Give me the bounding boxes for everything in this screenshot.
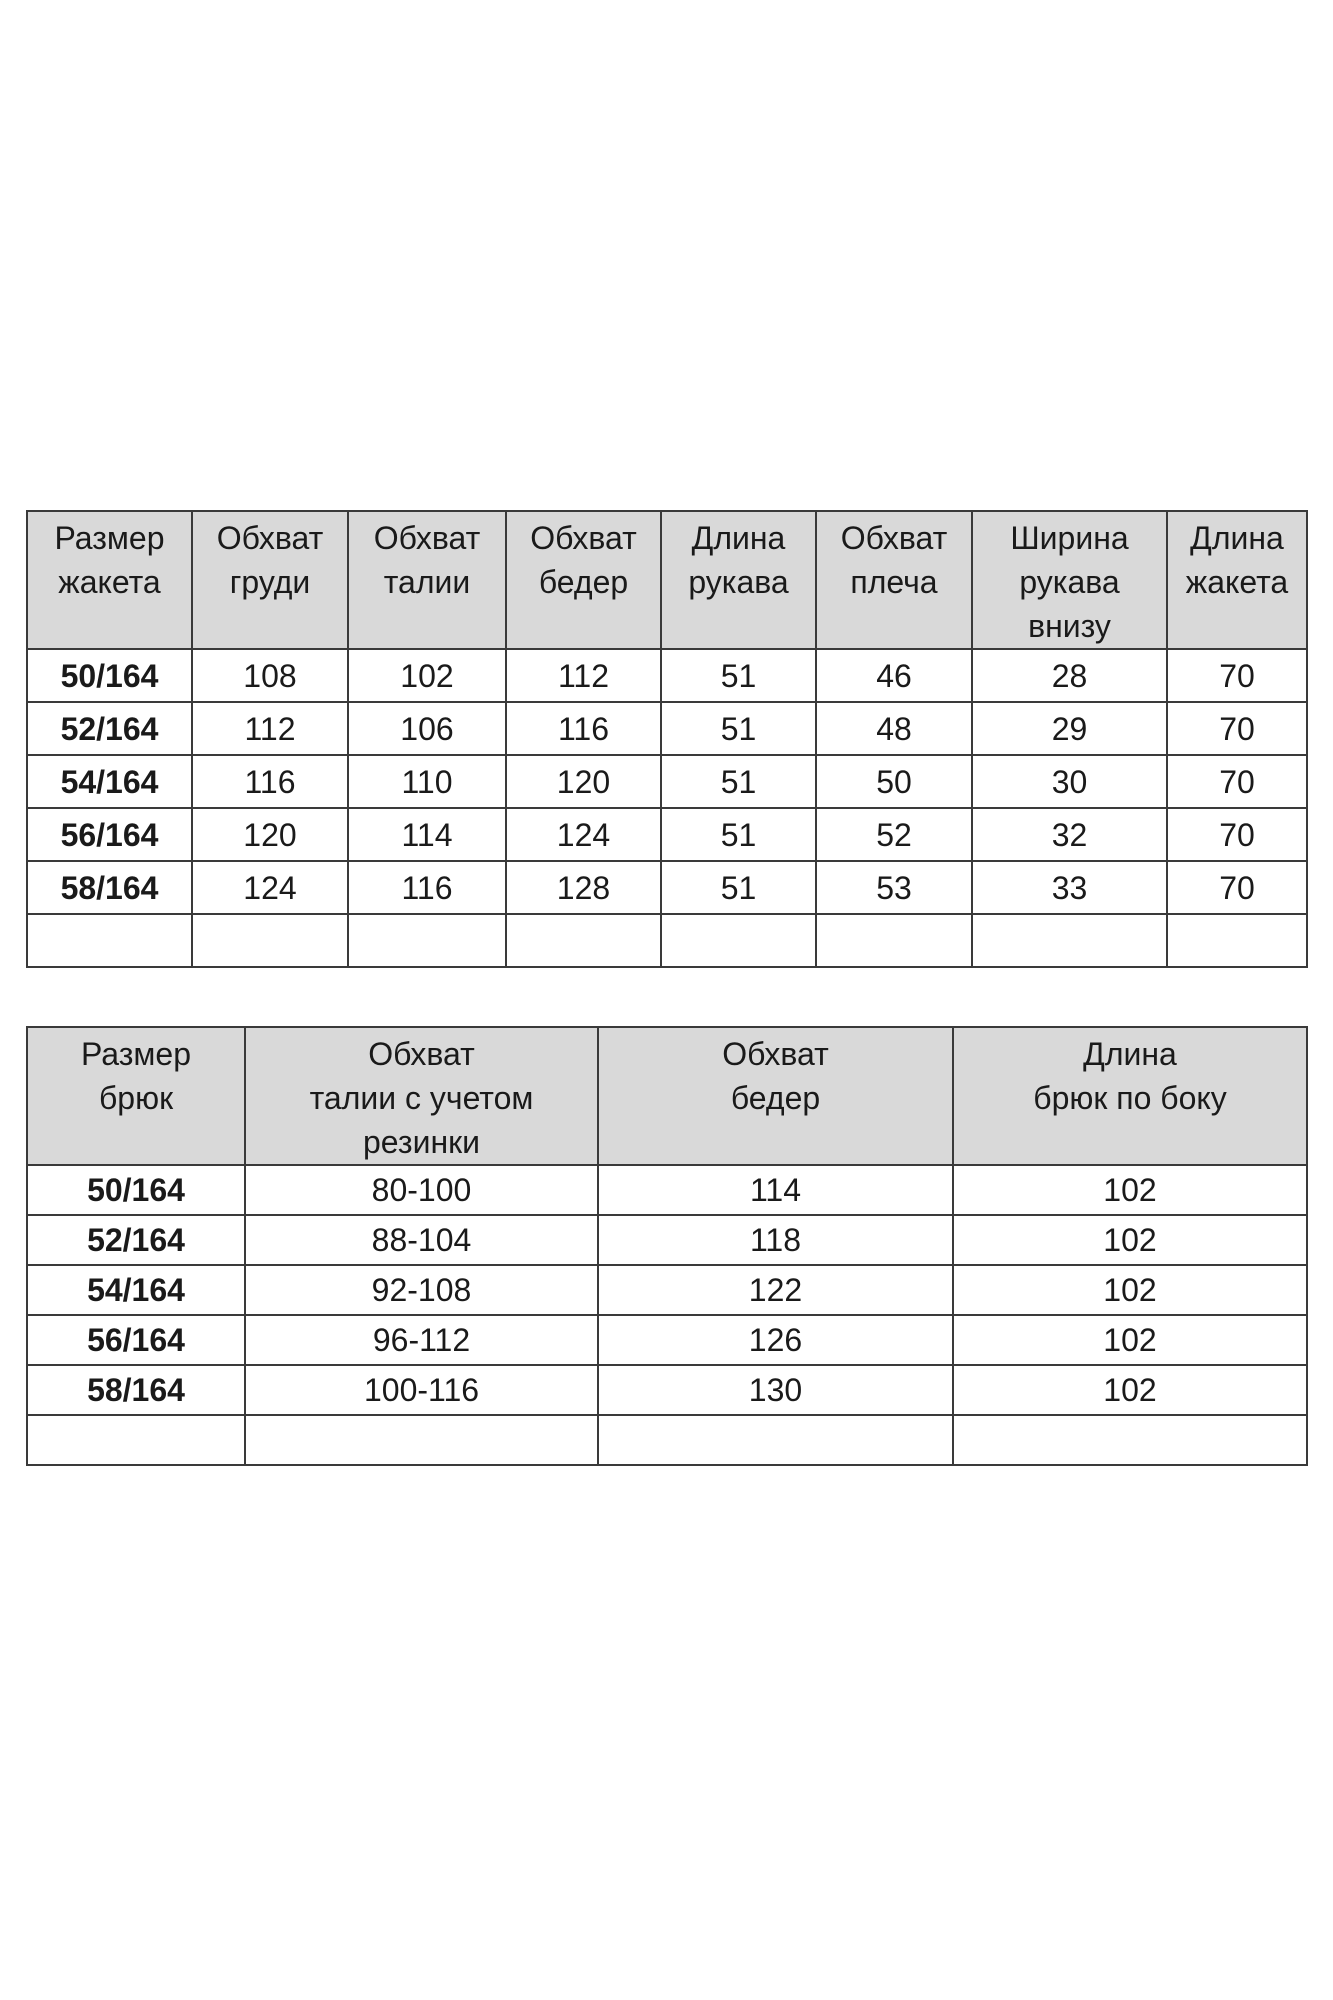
jacket-value-cell: 70 xyxy=(1167,755,1307,808)
jacket-table-row xyxy=(27,914,1307,967)
pants-table-row xyxy=(27,1415,1307,1465)
jacket-value-cell: 29 xyxy=(972,702,1167,755)
jacket-value-cell: 32 xyxy=(972,808,1167,861)
pants-value-cell: 102 xyxy=(953,1165,1307,1215)
jacket-value-cell: 108 xyxy=(192,649,348,702)
jacket-value-cell: 124 xyxy=(506,808,661,861)
jacket-value-cell xyxy=(192,914,348,967)
jacket-table-row xyxy=(27,808,1307,861)
jacket-value-cell: 30 xyxy=(972,755,1167,808)
pants-value-cell: 114 xyxy=(598,1165,953,1215)
jacket-value-cell: 120 xyxy=(506,755,661,808)
jacket-header-cell xyxy=(661,511,816,649)
pants-value-cell: 126 xyxy=(598,1315,953,1365)
jacket-value-cell: 114 xyxy=(348,808,506,861)
pants-value-cell: 80-100 xyxy=(245,1165,598,1215)
pants-table-row xyxy=(27,1215,1307,1265)
pants-value-cell: 96-112 xyxy=(245,1315,598,1365)
pants-value-cell: 88-104 xyxy=(245,1215,598,1265)
jacket-table-body xyxy=(27,649,1307,967)
pants-value-cell: 102 xyxy=(953,1265,1307,1315)
pants-value-cell: 122 xyxy=(598,1265,953,1315)
jacket-value-cell: 51 xyxy=(661,861,816,914)
pants-value-cell: 102 xyxy=(953,1215,1307,1265)
jacket-size-cell: 54/164 xyxy=(27,755,192,808)
jacket-header-cell xyxy=(348,511,506,649)
jacket-value-cell: 70 xyxy=(1167,702,1307,755)
jacket-header-text: плеча xyxy=(850,564,938,600)
jacket-header-cell xyxy=(27,511,192,649)
jacket-table-header xyxy=(27,511,1307,649)
pants-table-row xyxy=(27,1265,1307,1315)
jacket-header-text: бедер xyxy=(538,564,629,600)
pants-size-cell: 56/164 xyxy=(27,1315,245,1365)
jacket-header-text: жакета xyxy=(58,564,161,600)
pants-header-row xyxy=(27,1027,1307,1165)
jacket-value-cell: 124 xyxy=(192,861,348,914)
pants-value-cell: 100-116 xyxy=(245,1365,598,1415)
jacket-value-cell: 51 xyxy=(661,808,816,861)
jacket-value-cell: 116 xyxy=(192,755,348,808)
pants-size-cell xyxy=(27,1415,245,1465)
jacket-value-cell: 52 xyxy=(816,808,972,861)
jacket-table-row xyxy=(27,861,1307,914)
jacket-value-cell: 70 xyxy=(1167,861,1307,914)
jacket-header-cell xyxy=(816,511,972,649)
pants-header-text: брюк xyxy=(98,1080,174,1116)
jacket-value-cell: 33 xyxy=(972,861,1167,914)
jacket-header-text: жакета xyxy=(1185,564,1289,600)
jacket-value-cell: 110 xyxy=(348,755,506,808)
pants-header-text: талии с учетом xyxy=(309,1080,534,1116)
pants-table-row xyxy=(27,1365,1307,1415)
jacket-value-cell: 50 xyxy=(816,755,972,808)
pants-table-row xyxy=(27,1165,1307,1215)
pants-size-cell: 58/164 xyxy=(27,1365,245,1415)
jacket-value-cell: 46 xyxy=(816,649,972,702)
pants-value-cell: 102 xyxy=(953,1315,1307,1365)
jacket-value-cell: 128 xyxy=(506,861,661,914)
pants-header-text: Обхват xyxy=(722,1036,829,1072)
jacket-header-text: Обхват xyxy=(373,520,481,556)
jacket-header-cell xyxy=(972,511,1167,649)
pants-table-header xyxy=(27,1027,1307,1165)
jacket-value-cell: 28 xyxy=(972,649,1167,702)
pants-value-cell xyxy=(953,1415,1307,1465)
jacket-value-cell xyxy=(506,914,661,967)
jacket-header-text: груди xyxy=(229,564,311,600)
pants-size-table xyxy=(26,1026,1308,1466)
jacket-value-cell: 70 xyxy=(1167,808,1307,861)
pants-size-cell: 52/164 xyxy=(27,1215,245,1265)
jacket-table-row xyxy=(27,649,1307,702)
jacket-value-cell xyxy=(661,914,816,967)
jacket-value-cell xyxy=(348,914,506,967)
pants-header-cell xyxy=(953,1027,1307,1165)
jacket-size-cell xyxy=(27,914,192,967)
jacket-header-cell xyxy=(192,511,348,649)
jacket-value-cell: 51 xyxy=(661,702,816,755)
jacket-header-text: рукава xyxy=(688,564,789,600)
jacket-header-text: Длина xyxy=(691,520,786,556)
pants-header-text: резинки xyxy=(363,1124,480,1160)
jacket-table-row xyxy=(27,702,1307,755)
jacket-header-text: Обхват xyxy=(530,520,637,556)
jacket-table-row xyxy=(27,755,1307,808)
jacket-header-text: рукава xyxy=(1019,564,1120,600)
pants-size-cell: 50/164 xyxy=(27,1165,245,1215)
jacket-value-cell: 53 xyxy=(816,861,972,914)
pants-table-row xyxy=(27,1315,1307,1365)
pants-value-cell: 102 xyxy=(953,1365,1307,1415)
jacket-header-text: внизу xyxy=(1028,608,1111,644)
jacket-header-text: Обхват xyxy=(840,520,948,556)
pants-value-cell xyxy=(245,1415,598,1465)
jacket-header-row xyxy=(27,511,1307,649)
jacket-value-cell: 51 xyxy=(661,755,816,808)
pants-size-cell: 54/164 xyxy=(27,1265,245,1315)
jacket-header-text: Ширина xyxy=(1010,520,1129,556)
pants-header-text: Обхват xyxy=(368,1036,475,1072)
jacket-size-cell: 50/164 xyxy=(27,649,192,702)
pants-value-cell: 92-108 xyxy=(245,1265,598,1315)
jacket-value-cell: 51 xyxy=(661,649,816,702)
jacket-value-cell: 102 xyxy=(348,649,506,702)
jacket-value-cell: 106 xyxy=(348,702,506,755)
jacket-header-text: Размер xyxy=(54,520,165,556)
jacket-size-table xyxy=(26,510,1308,968)
pants-header-text: Размер xyxy=(81,1036,191,1072)
jacket-header-text: талии xyxy=(383,564,471,600)
jacket-size-cell: 52/164 xyxy=(27,702,192,755)
pants-header-text: бедер xyxy=(730,1080,821,1116)
pants-header-text: Длина xyxy=(1083,1036,1177,1072)
jacket-header-cell xyxy=(1167,511,1307,649)
jacket-value-cell xyxy=(816,914,972,967)
jacket-value-cell: 120 xyxy=(192,808,348,861)
pants-header-cell xyxy=(245,1027,598,1165)
pants-header-text: брюк по боку xyxy=(1033,1080,1227,1116)
jacket-value-cell xyxy=(1167,914,1307,967)
pants-value-cell: 118 xyxy=(598,1215,953,1265)
jacket-value-cell: 70 xyxy=(1167,649,1307,702)
jacket-value-cell xyxy=(972,914,1167,967)
jacket-size-cell: 58/164 xyxy=(27,861,192,914)
jacket-size-cell: 56/164 xyxy=(27,808,192,861)
pants-header-cell xyxy=(27,1027,245,1165)
jacket-value-cell: 112 xyxy=(506,649,661,702)
pants-table-body xyxy=(27,1165,1307,1465)
jacket-value-cell: 48 xyxy=(816,702,972,755)
jacket-value-cell: 112 xyxy=(192,702,348,755)
pants-value-cell: 130 xyxy=(598,1365,953,1415)
jacket-header-text: Длина xyxy=(1190,520,1284,556)
pants-header-cell xyxy=(598,1027,953,1165)
pants-value-cell xyxy=(598,1415,953,1465)
jacket-value-cell: 116 xyxy=(506,702,661,755)
jacket-header-text: Обхват xyxy=(216,520,324,556)
jacket-header-cell xyxy=(506,511,661,649)
jacket-value-cell: 116 xyxy=(348,861,506,914)
